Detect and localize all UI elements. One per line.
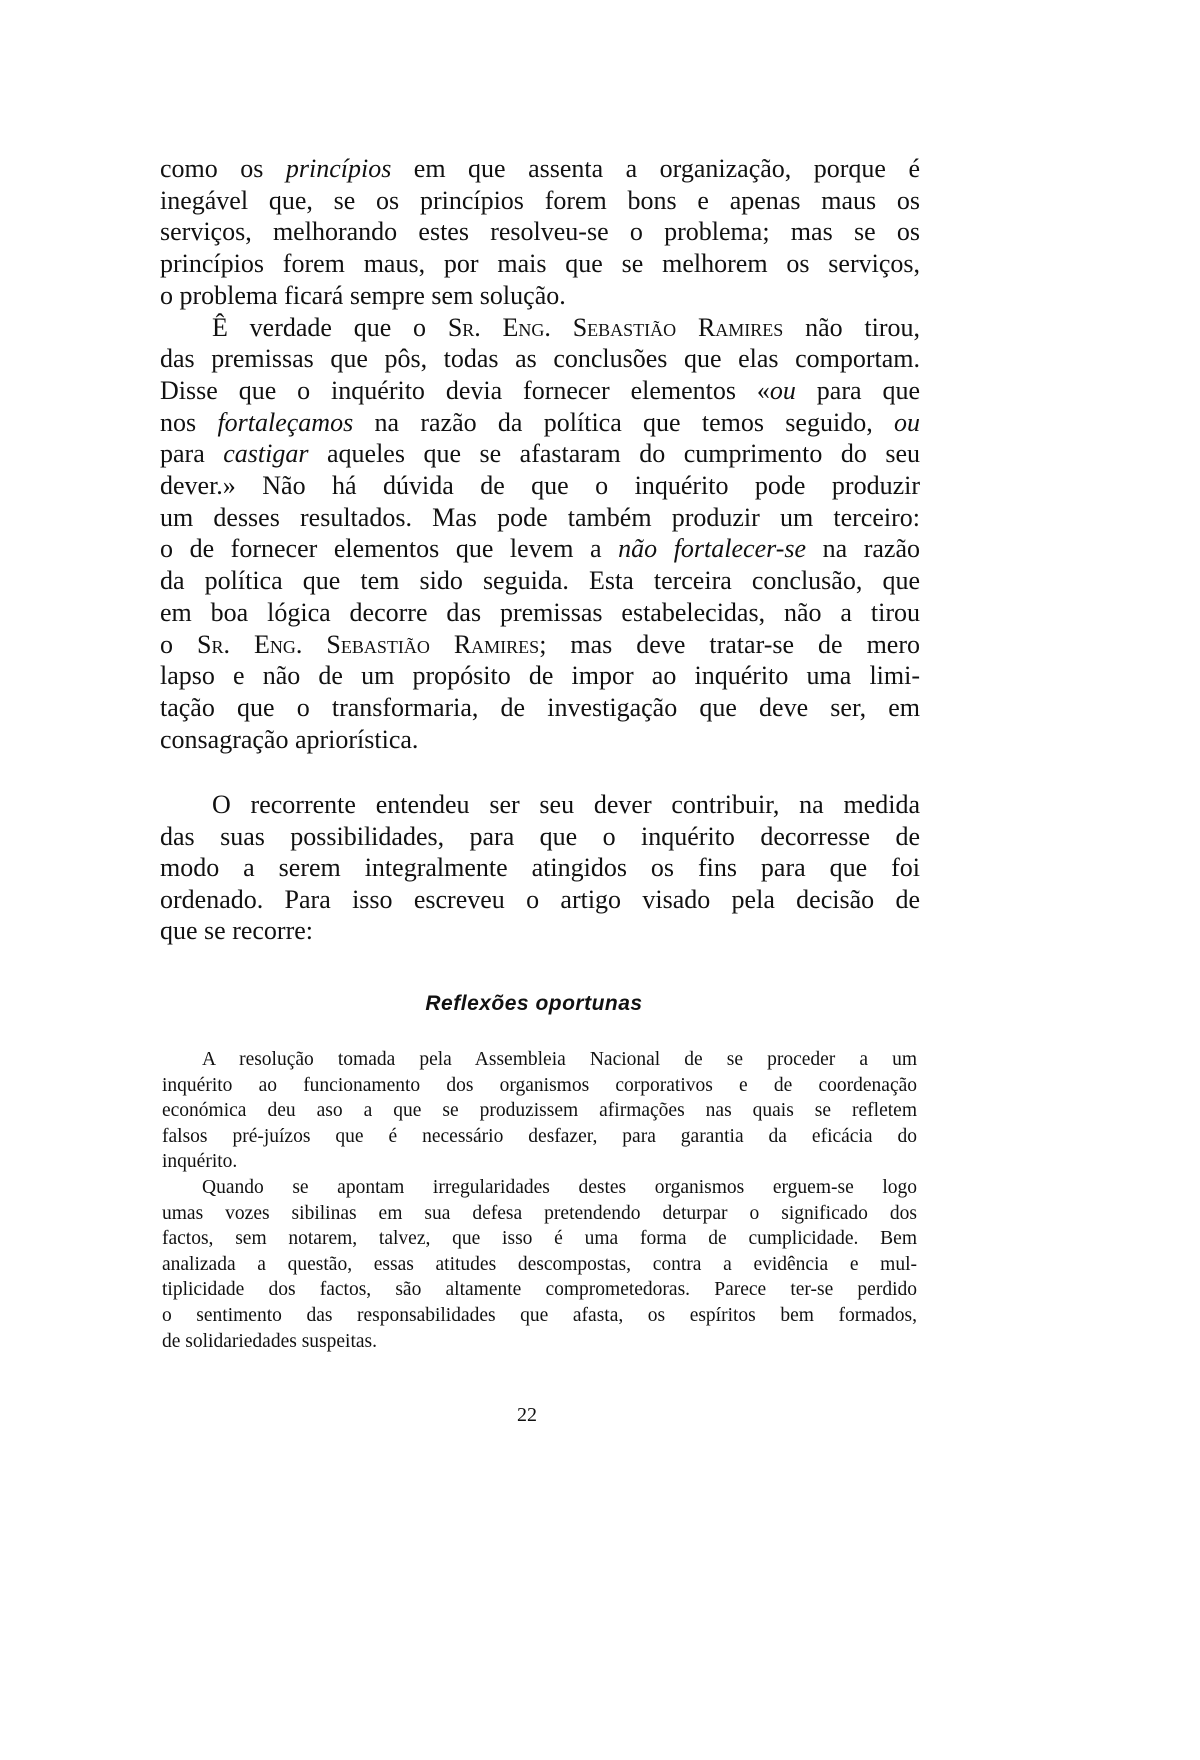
text-line: [160, 533, 920, 565]
text-line: [160, 692, 920, 724]
text-line: [160, 312, 920, 344]
text-segment: aqueles que se afastaram do cumprimento do seu: [308, 439, 920, 469]
text-line: [160, 660, 920, 692]
text-line: [160, 502, 920, 534]
italic-text: princípios: [285, 154, 392, 183]
text-line: [162, 1073, 917, 1099]
text-segment: para que: [795, 375, 920, 405]
text-segment: falsos pré-juízos que é necessário desfazer, para garantia da eficácia do: [162, 1125, 917, 1147]
text-segment: económica deu aso a que se produzissem afirmações nas quais se refletem: [162, 1100, 917, 1122]
text-segment: factos, sem notarem, talvez, que isso é uma forma de cumplicidade. Bem: [162, 1228, 917, 1250]
text-line: [162, 1047, 917, 1073]
text-segment: lapso e não de um propósito de impor ao inquérito uma limi-: [160, 661, 920, 691]
text-segment: modo a serem integralmente atingidos os fins para que foi: [160, 853, 920, 883]
text-segment: O recorrente entendeu ser seu dever contribuir, na medida: [212, 790, 920, 819]
text-line: [160, 280, 920, 312]
text-line: [162, 1175, 917, 1201]
section-heading: Reflexões oportunas: [425, 992, 643, 1015]
italic-text: ou: [769, 375, 796, 405]
text-segment: de solidariedades suspeitas.: [162, 1330, 377, 1352]
text-segment: para: [160, 439, 224, 469]
text-segment: tação que o transformaria, de investigação que deve ser, em: [160, 692, 920, 722]
text-segment: o sentimento das responsabilidades que afasta, os espíritos bem formados,: [162, 1304, 917, 1326]
text-line: [162, 1277, 917, 1303]
text-segment: um desses resultados. Mas pode também produzir um terceiro:: [160, 502, 920, 532]
text-segment: das premissas que pôs, todas as conclusões que elas comportam.: [160, 344, 920, 374]
text-line: [160, 597, 920, 629]
text-segment: Ê verdade que o: [212, 312, 448, 342]
text-line: [160, 915, 920, 947]
text-segment: como os: [160, 154, 286, 183]
text-line: [162, 1098, 917, 1124]
body-paragraph-1: [160, 153, 920, 755]
text-segment: em que assenta a organização, porque é: [391, 154, 920, 183]
text-segment: na razão da política que temos seguido,: [353, 407, 894, 437]
text-line: [160, 185, 920, 217]
text-segment: A resolução tomada pela Assembleia Nacional de se proceder a um: [202, 1049, 917, 1070]
text-segment: inegável que, se os princípios forem bons e apenas maus os: [160, 185, 920, 215]
small-caps-name: Sr. Eng. Sebastião Ramires: [447, 312, 784, 342]
text-line: [160, 852, 920, 884]
text-line: [160, 438, 920, 470]
text-segment: nos: [160, 407, 218, 437]
text-line: [160, 375, 920, 407]
text-segment: ; mas deve tratar-se de mero: [539, 629, 921, 659]
text-segment: serviços, melhorando estes resolveu-se o problema; mas se os: [160, 217, 920, 247]
text-line: [160, 565, 920, 597]
text-line: [160, 629, 920, 661]
text-line: [162, 1303, 917, 1329]
italic-text: ou: [894, 407, 920, 437]
small-caps-name: Sr. Eng. Sebastião Ramires: [197, 629, 540, 659]
text-segment: não tirou,: [783, 312, 920, 342]
text-line: [160, 407, 920, 439]
text-segment: analizada a questão, essas atitudes descompostas, contra a evidência e mul-: [162, 1253, 917, 1275]
text-line: [160, 153, 920, 185]
text-segment: o: [160, 629, 198, 659]
text-segment: Quando se apontam irregularidades destes organismos erguem-se logo: [202, 1176, 917, 1198]
italic-text: castigar: [223, 439, 309, 469]
text-line: [160, 343, 920, 375]
text-segment: o de fornecer elementos que levem a: [160, 534, 619, 564]
text-segment: inquérito ao funcionamento dos organismos corporativos e de coordenação: [162, 1074, 917, 1096]
text-segment: dever.» Não há dúvida de que o inquérito pode produzir: [160, 471, 920, 501]
text-line: [160, 724, 920, 756]
text-segment: umas vozes sibilinas em sua defesa pretendendo deturpar o significado dos: [162, 1202, 917, 1224]
text-line: [162, 1329, 917, 1355]
text-line: [162, 1149, 917, 1175]
text-segment: consagração apriorística.: [160, 724, 419, 754]
text-segment: em boa lógica decorre das premissas estabelecidas, não a tirou: [160, 597, 920, 627]
text-segment: da política que tem sido seguida. Esta terceira conclusão, que: [160, 566, 920, 596]
text-segment: tiplicidade dos factos, são altamente comprometedoras. Parece ter-se perdido: [162, 1279, 917, 1301]
text-segment: das suas possibilidades, para que o inquérito decorresse de: [160, 821, 920, 851]
text-line: [160, 789, 920, 821]
text-line: [160, 884, 920, 916]
quoted-article: [162, 1047, 917, 1354]
text-line: [162, 1252, 917, 1278]
text-segment: o problema ficará sempre sem solução.: [160, 280, 566, 310]
text-line: [160, 248, 920, 280]
text-line: [160, 821, 920, 853]
text-line: [160, 216, 920, 248]
body-paragraph-2: [160, 789, 920, 947]
italic-text: fortaleçamos: [217, 407, 354, 437]
italic-text: não fortalecer-se: [618, 534, 807, 564]
text-segment: inquérito.: [162, 1151, 238, 1173]
text-segment: Disse que o inquérito devia fornecer elementos «: [160, 375, 770, 405]
page-number: 22: [517, 1404, 537, 1426]
text-segment: princípios forem maus, por mais que se melhorem os serviços,: [160, 249, 920, 279]
text-segment: na razão: [806, 534, 921, 564]
text-line: [162, 1226, 917, 1252]
text-line: [160, 470, 920, 502]
text-segment: que se recorre:: [160, 916, 314, 946]
text-line: [162, 1201, 917, 1227]
text-segment: ordenado. Para isso escreveu o artigo visado pela decisão de: [160, 884, 920, 914]
text-line: [162, 1124, 917, 1150]
